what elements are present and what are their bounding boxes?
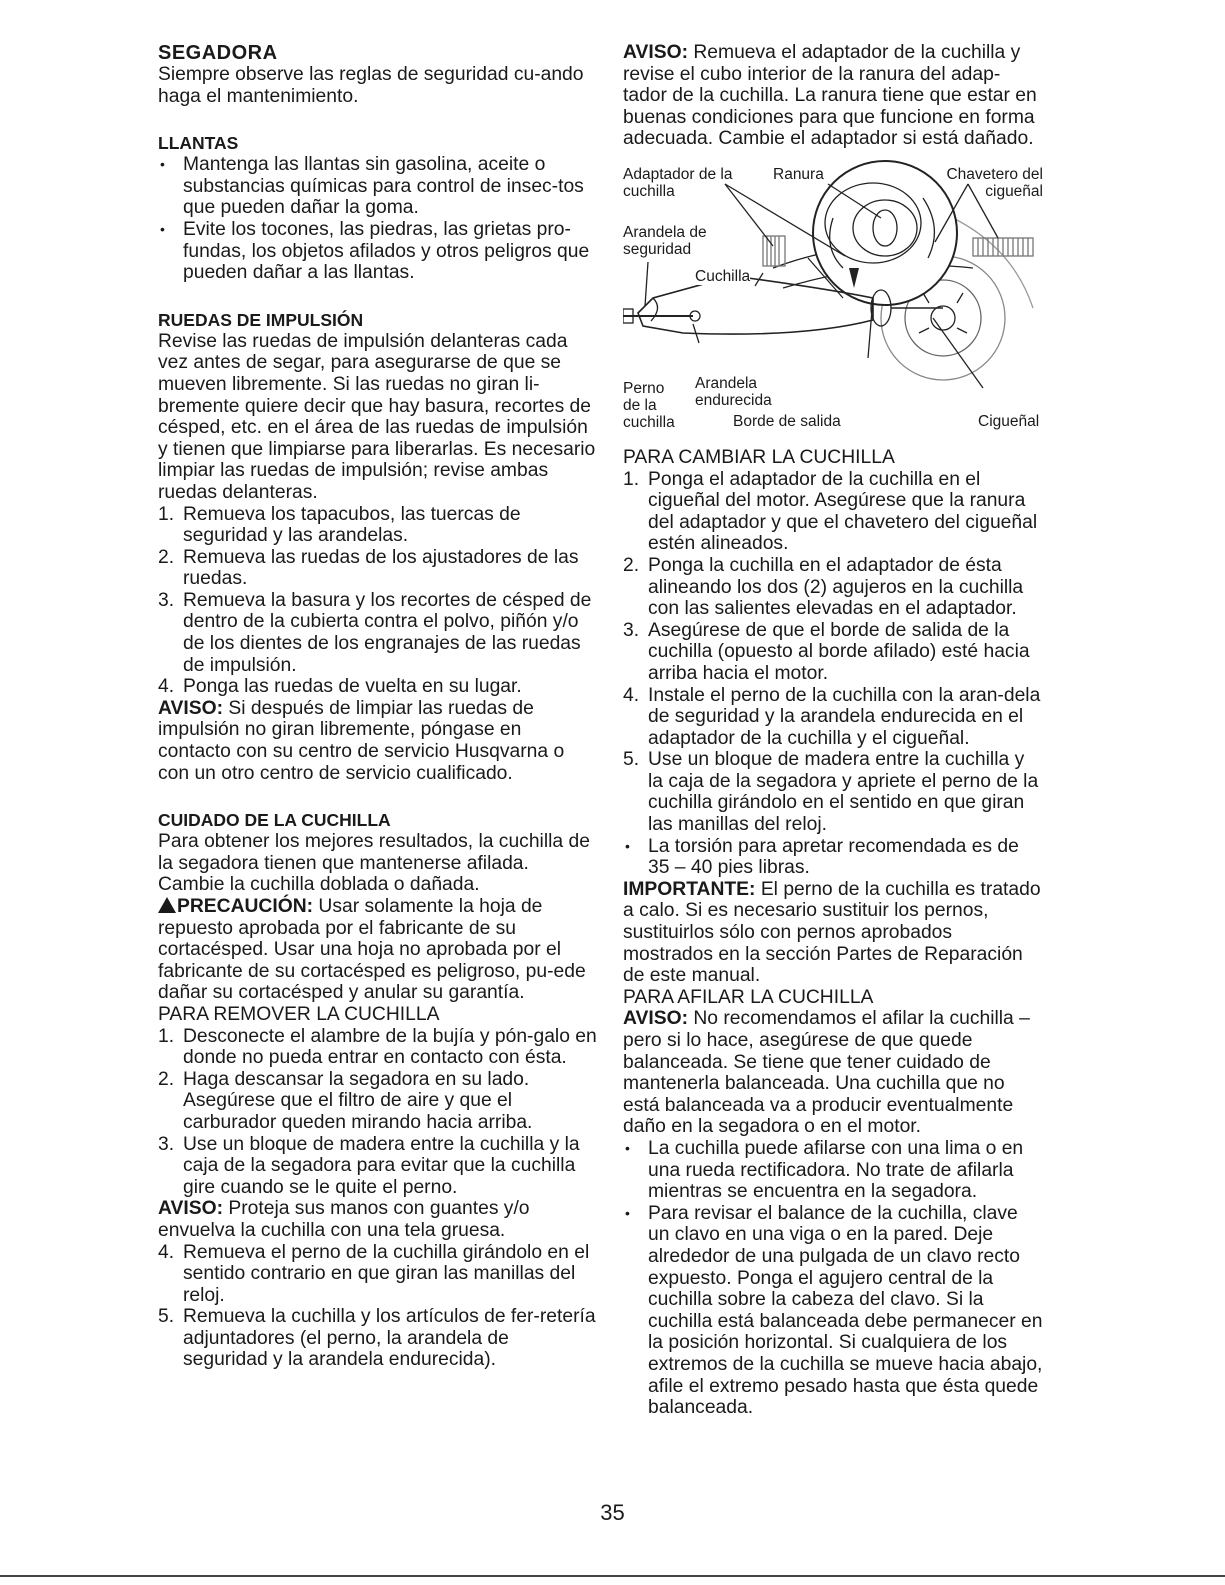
heading-llantas: LLANTAS [158, 133, 239, 154]
list-item: 3. Use un bloque de madera entre la cuchilla y la caja de la segadora para evitar que la cuchilla gire cuando se le quite el perno. [158, 1133, 580, 1198]
ruedas-aviso: AVISO: Si después de limpiar las ruedas de impulsión no giran libremente, póngase en contacto con su centro de servicio Husqvarna o con un otro centro de servicio cualificado. [158, 697, 565, 784]
label-chavetero: Chavetero del cigueñal [946, 165, 1043, 200]
list-item: • La torsión para apretar recomendada es de 35 – 40 pies libras. [623, 836, 1043, 879]
list-item: • Mantenga las llantas sin gasolina, aceite o substancias químicas para control de insec-tos que pueden dañar la goma. [158, 154, 598, 219]
list-item: 1. Ponga el adaptador de la cuchilla en el cigueñal del motor. Asegúrese que la ranura del adaptador y que el chavetero del cigueñal estén alineados. [623, 468, 1038, 555]
label-ranura: Ranura [773, 165, 824, 183]
list-item: • Para revisar el balance de la cuchilla, clave un clavo en una viga o en la pared. Deje alrededor de una pulgada de un clavo recto expuesto. Ponga el agujero central de la cuchilla sobre la cabeza del clavo. Si la cuchilla está balanceada debe permanecer en la posición horizontal. Si cualquiera de los extremos de la cuchilla se mueve hacia abajo, afile el extremo pesado hasta que ésta quede balanceada. [623, 1203, 1043, 1419]
warning-icon [158, 897, 176, 913]
right-column [623, 42, 1043, 1419]
afilar-list [623, 1138, 1043, 1419]
label-ciguenal: Cigueñal [978, 412, 1040, 430]
ruedas-steps [158, 504, 598, 698]
list-item: • Evite los tocones, las piedras, las grietas pro-fundas, los objetos afilados y otros peligros que pueden dañar a las llantas. [158, 219, 598, 284]
heading-remover-cuchilla: PARA REMOVER LA CUCHILLA [158, 1003, 440, 1025]
cambiar-steps [623, 469, 1043, 836]
label-arandela-endurecida: Arandela endurecida [695, 374, 772, 409]
label-borde-salida: Borde de salida [733, 412, 841, 430]
list-item: 5. Remueva la cuchilla y los artículos de fer-retería adjuntadores (el perno, la arandela de seguridad y la arandela endurecida). [158, 1306, 596, 1371]
list-item: 2. Remueva las ruedas de los ajustadores de las ruedas. [158, 546, 579, 590]
llantas-list [158, 154, 598, 284]
label-adaptador: Adaptador de la cuchilla [623, 165, 733, 200]
heading-cambiar-cuchilla: PARA CAMBIAR LA CUCHILLA [623, 446, 895, 468]
page-number: 35 [600, 1500, 625, 1525]
list-item: 4. Instale el perno de la cuchilla con la aran-dela de seguridad y la arandela endurecida en el adaptador de la cuchilla y el cigueñal. [623, 684, 1041, 749]
section-title-segadora: SEGADORA [158, 42, 278, 64]
cuidado-text: Para obtener los mejores resultados, la cuchilla de la segadora tienen que mantenerse afilada. Cambie la cuchilla doblada o dañada. [158, 831, 590, 896]
remover-steps-a [158, 1026, 598, 1199]
blade-assembly-diagram [623, 158, 1043, 433]
intro-text: Siempre observe las reglas de seguridad cu-ando haga el mantenimiento. [158, 64, 584, 107]
adaptador-aviso: AVISO: Remueva el adaptador de la cuchilla y revise el cubo interior de la ranura del adap-tador de la cuchilla. La ranura tiene que estar en buenas condiciones para que funcione en forma adecuada. Cambie el adaptador si está dañado. [623, 42, 1037, 150]
heading-afilar-cuchilla: PARA AFILAR LA CUCHILLA [623, 986, 874, 1008]
list-item: 5. Use un bloque de madera entre la cuchilla y la caja de la segadora y apriete el perno de la cuchilla girándolo en el sentido en que giran las manillas del reloj. [623, 749, 1039, 836]
importante-note: IMPORTANTE: El perno de la cuchilla es tratado a calo. Si es necesario sustituir los pernos, sustituirlos sólo con pernos aprobados mostrados en la sección Partes de Reparación de este manual. [623, 878, 1041, 987]
afilar-aviso: AVISO: No recomendamos el afilar la cuchilla – pero si lo hace, asegúrese de que quede balanceada. Se tiene que tener cuidado de mantenerla balanceada. Una cuchilla que no está balanceada va a producir eventualmente daño en la segadora o en el motor. [623, 1008, 1030, 1138]
list-item: 4. Ponga las ruedas de vuelta en su lugar. [158, 676, 522, 698]
list-item: 4. Remueva el perno de la cuchilla girándolo en el sentido contrario en que giran las manillas del reloj. [158, 1241, 590, 1306]
heading-cuidado-cuchilla: CUIDADO DE LA CUCHILLA [158, 810, 391, 831]
list-item: 1. Desconecte el alambre de la bujía y pón-galo en donde no pueda entrar en contacto con ésta. [158, 1025, 597, 1069]
list-item: 3. Remueva la basura y los recortes de césped de dentro de la cubierta contra el polvo, piñón y/o de los dientes de los engranajes de las ruedas de impulsión. [158, 589, 592, 676]
list-item: 2. Haga descansar la segadora en su lado. Asegúrese que el filtro de aire y que el carburador queden mirando hacia arriba. [158, 1068, 533, 1133]
torsion-list [623, 836, 1043, 879]
list-item: • La cuchilla puede afilarse con una lima o en una rueda rectificadora. No trate de afilarla mientras se encuentra en la segadora. [623, 1138, 1043, 1203]
left-column [158, 42, 598, 1371]
list-item: 1. Remueva los tapacubos, las tuercas de seguridad y las arandelas. [158, 503, 521, 547]
remover-aviso: AVISO: Proteja sus manos con guantes y/o envuelva la cuchilla con una tela gruesa. [158, 1198, 530, 1241]
ruedas-text: Revise las ruedas de impulsión delanteras cada vez antes de segar, para asegurarse de que se mueven libremente. Si las ruedas no giran li-bremente quiere decir que hay basura, recortes de césped, etc. en el área de las ruedas de impulsión y tienen que limpiarse para liberarlas. Es necesario limpiar las ruedas de impulsión; revise ambas ruedas delanteras. [158, 330, 596, 503]
label-cuchilla: Cuchilla [695, 267, 751, 285]
heading-ruedas-impulsion: RUEDAS DE IMPULSIÓN [158, 309, 364, 330]
list-item: 3. Asegúrese de que el borde de salida de la cuchilla (opuesto al borde afilado) esté hacia arriba hacia el motor. [623, 619, 1030, 684]
list-item: 2. Ponga la cuchilla en el adaptador de ésta alineando los dos (2) agujeros en la cuchilla con las salientes elevadas en el adaptador. [623, 554, 1024, 620]
precaucion-note: PRECAUCIÓN: Usar solamente la hoja de repuesto aprobada por el fabricante de su cortacésped. Usar una hoja no aprobada por el fabricante de su cortacésped es peligroso, pu-ede dañar su cortacésped y anular su garantía. [158, 896, 586, 1004]
bottom-divider [0, 1575, 1225, 1577]
label-perno: Perno de la cuchilla [623, 379, 675, 431]
remover-steps-b [158, 1242, 598, 1372]
label-arandela-seguridad: Arandela de seguridad [623, 223, 707, 258]
